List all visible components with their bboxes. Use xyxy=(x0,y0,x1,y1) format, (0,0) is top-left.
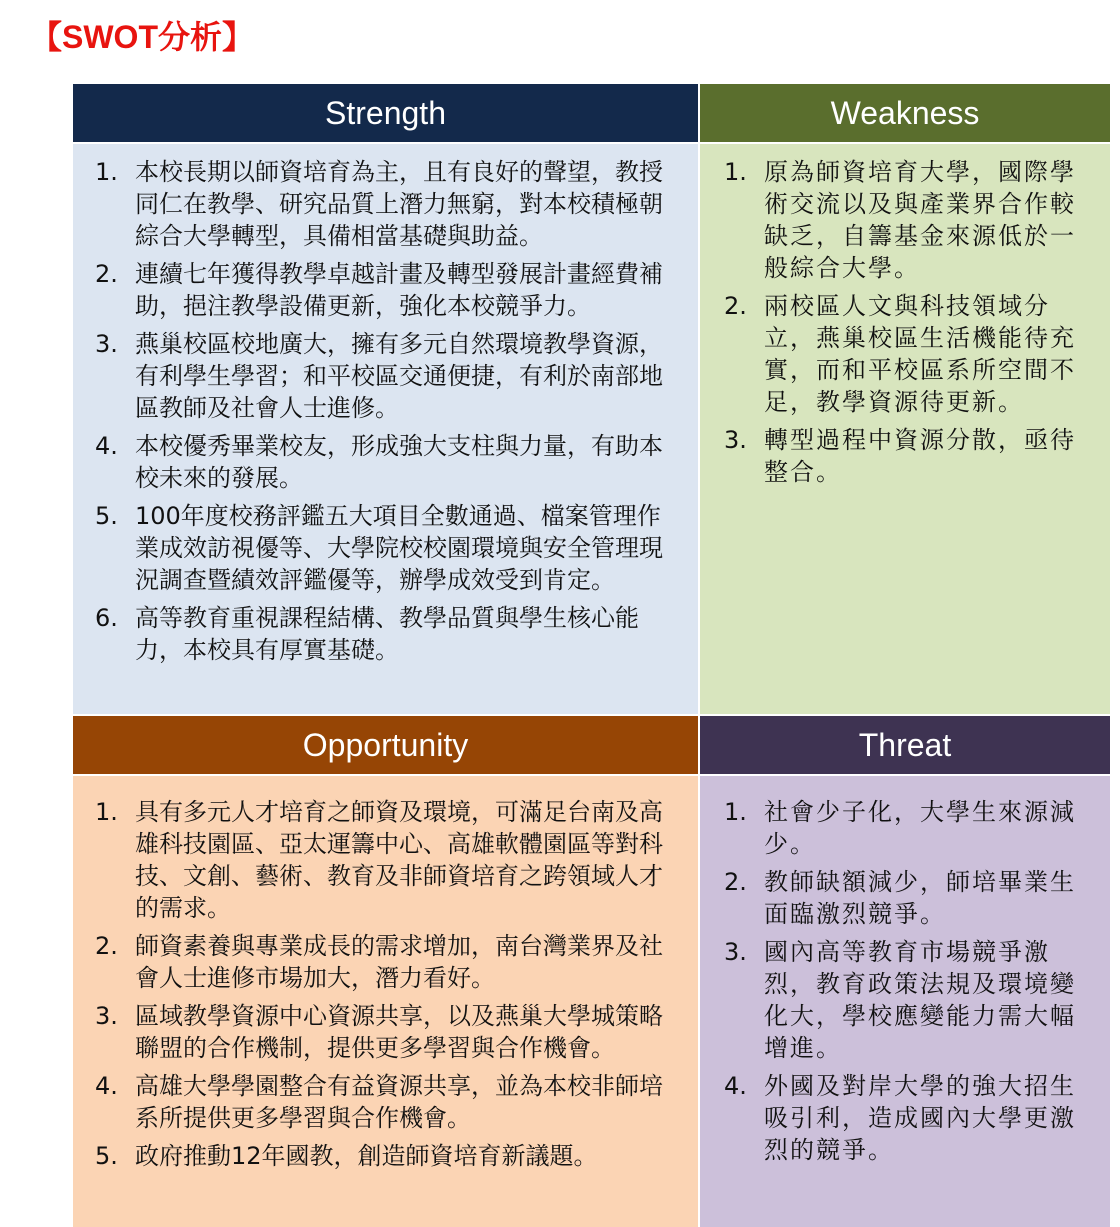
item-text: 外國及對岸大學的強大招生吸引利，造成國內大學更激烈的競爭。 xyxy=(764,1072,1076,1164)
item-text: 高雄大學學園整合有益資源共享，並為本校非師培系所提供更多學習與合作機會。 xyxy=(135,1072,663,1132)
opportunity-list xyxy=(95,796,678,1172)
strength-cell xyxy=(73,144,700,714)
page-title: 【SWOT分析】 xyxy=(30,19,254,55)
item-text: 連續七年獲得教學卓越計畫及轉型發展計畫經費補助，挹注教學設備更新，強化本校競爭力。 xyxy=(135,260,663,320)
item-text: 本校長期以師資培育為主，且有良好的聲望，教授同仁在教學、研究品質上潛力無窮，對本校積極朝綜合大學轉型，具備相當基礎與助益。 xyxy=(135,158,663,250)
item-text: 教師缺額減少，師培畢業生面臨激烈競爭。 xyxy=(764,868,1076,928)
list-item xyxy=(95,1140,678,1172)
item-text: 原為師資培育大學，國際學術交流以及與產業界合作較缺乏，自籌基金來源低於一般綜合大學。 xyxy=(764,158,1076,282)
item-number: 5. xyxy=(95,502,118,530)
item-number: 4. xyxy=(95,432,118,460)
item-number: 4. xyxy=(95,1072,118,1100)
item-number: 3. xyxy=(724,426,747,454)
list-item xyxy=(724,290,1084,418)
item-number: 3. xyxy=(95,1002,118,1030)
item-text: 區域教學資源中心資源共享，以及燕巢大學城策略聯盟的合作機制，提供更多學習與合作機會。 xyxy=(135,1002,663,1062)
strength-list xyxy=(95,156,678,666)
list-item xyxy=(724,866,1084,930)
item-number: 1. xyxy=(724,158,747,186)
list-item xyxy=(95,430,678,494)
list-item xyxy=(724,796,1084,860)
item-number: 1. xyxy=(95,158,118,186)
item-text: 國內高等教育市場競爭激烈，教育政策法規及環境變化大，學校應變能力需大幅增進。 xyxy=(764,938,1076,1062)
item-text: 100年度校務評鑑五大項目全數通過、檔案管理作業成效訪視優等、大學院校校園環境與安全管理現況調查暨績效評鑑優等，辦學成效受到肯定。 xyxy=(135,502,663,594)
item-text: 本校優秀畢業校友，形成強大支柱與力量，有助本校未來的發展。 xyxy=(135,432,663,492)
opportunity-header: Opportunity xyxy=(73,714,700,776)
list-item xyxy=(95,328,678,424)
item-number: 2. xyxy=(95,260,118,288)
weakness-list xyxy=(724,156,1084,488)
list-item xyxy=(95,930,678,994)
swot-table xyxy=(73,84,1110,1227)
strength-header: Strength xyxy=(73,84,700,144)
item-number: 5. xyxy=(95,1142,118,1170)
list-item xyxy=(95,258,678,322)
item-number: 1. xyxy=(724,798,747,826)
item-text: 轉型過程中資源分散，亟待整合。 xyxy=(764,426,1076,486)
item-text: 兩校區人文與科技領域分立，燕巢校區生活機能待充實，而和平校區系所空間不足，教學資源待更新。 xyxy=(764,292,1076,416)
list-item xyxy=(95,1000,678,1064)
item-text: 師資素養與專業成長的需求增加，南台灣業界及社會人士進修市場加大，潛力看好。 xyxy=(135,932,663,992)
list-item xyxy=(724,936,1084,1064)
opportunity-cell xyxy=(73,776,700,1227)
item-number: 6. xyxy=(95,604,118,632)
weakness-header: Weakness xyxy=(700,84,1110,144)
list-item xyxy=(95,602,678,666)
threat-header: Threat xyxy=(700,714,1110,776)
list-item xyxy=(95,796,678,924)
item-number: 2. xyxy=(724,868,747,896)
list-item xyxy=(724,1070,1084,1166)
item-number: 1. xyxy=(95,798,118,826)
item-number: 2. xyxy=(724,292,747,320)
list-item xyxy=(95,156,678,252)
list-item xyxy=(95,1070,678,1134)
item-text: 燕巢校區校地廣大，擁有多元自然環境教學資源，有利學生學習；和平校區交通便捷，有利於南部地區教師及社會人士進修。 xyxy=(135,330,663,422)
list-item xyxy=(95,500,678,596)
threat-cell xyxy=(700,776,1110,1227)
item-number: 3. xyxy=(95,330,118,358)
item-number: 4. xyxy=(724,1072,747,1100)
item-number: 3. xyxy=(724,938,747,966)
threat-list xyxy=(724,796,1084,1166)
item-text: 社會少子化，大學生來源減少。 xyxy=(764,798,1076,858)
item-text: 政府推動12年國教，創造師資培育新議題。 xyxy=(135,1142,598,1170)
list-item xyxy=(724,424,1084,488)
weakness-cell xyxy=(700,144,1110,714)
item-text: 高等教育重視課程結構、教學品質與學生核心能力，本校具有厚實基礎。 xyxy=(135,604,639,664)
list-item xyxy=(724,156,1084,284)
item-number: 2. xyxy=(95,932,118,960)
item-text: 具有多元人才培育之師資及環境，可滿足台南及高雄科技園區、亞太運籌中心、高雄軟體園區等對科技、文創、藝術、教育及非師資培育之跨領域人才的需求。 xyxy=(135,798,663,922)
